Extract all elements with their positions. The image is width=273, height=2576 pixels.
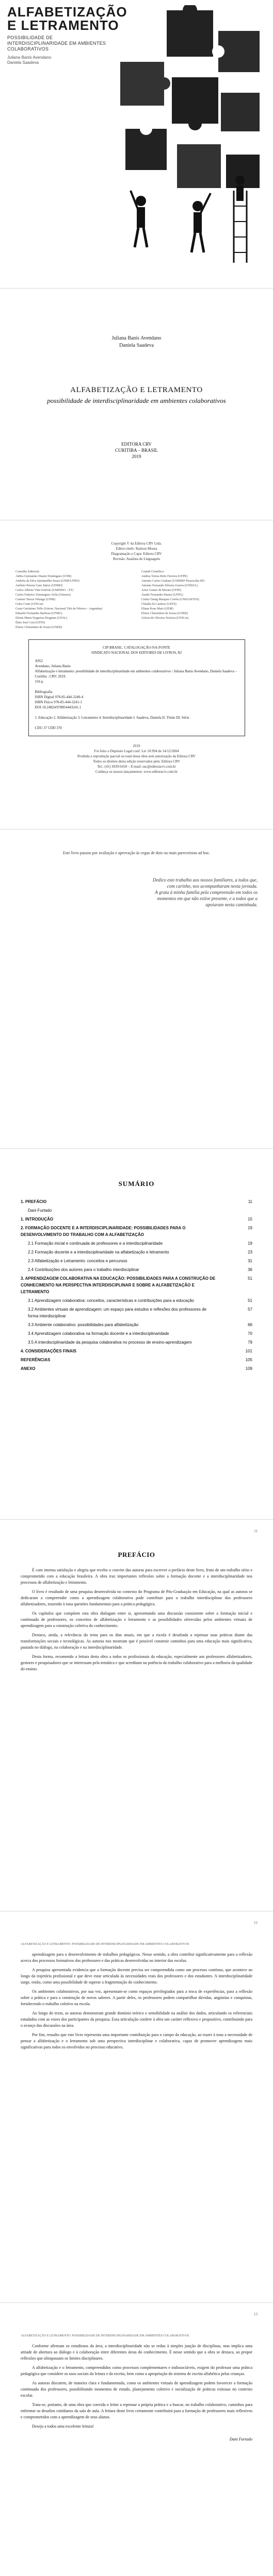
- paragraph: As autoras discutem, de maneira clara e fundamentada, como os ambientes virtuais de aprendizagem podem favorecer a formação continuada dos professores, possibilitando momentos de estudo, planejamento coletivo e socialização de práticas exitosas no contexto escolar.: [21, 2381, 252, 2398]
- toc-label: 3.4 Aprendizagem colaborativa na formação docente e a interdisciplinaridade: [28, 1331, 169, 1336]
- toc-label: 3.2 Ambientes virtuais de aprendizagem: um espaço para estudos e reflexões dos professores de forma interdisciplinar: [28, 1307, 206, 1318]
- toc-page: 57: [248, 1307, 252, 1312]
- toc-item[interactable]: [21, 1249, 252, 1256]
- cover-subtitle: POSSIBILIDADE DE INTERDISCIPLINARIDADE EM AMBIENTES COLABORATIVOS: [7, 35, 106, 52]
- toc-label: REFERÊNCIAS: [21, 1358, 51, 1362]
- person-body-2: [194, 212, 202, 233]
- person-body-3: [236, 185, 244, 201]
- dedication-page: [0, 829, 273, 1149]
- cover-title-line2: E LETRAMENTO: [7, 18, 119, 33]
- paragraph: Trata-se, portanto, de uma obra que convida o leitor a repensar a própria prática e a buscar, no trabalho colaborativo, caminhos para enfrentar os desafios cotidianos da sala de aula. A leitura deste livro certamente contribuirá para a formação de professores mais reflexivos e comprometidos com a aprendizagem de seus alunos.: [21, 2402, 252, 2419]
- toc-item[interactable]: [21, 1266, 252, 1273]
- toc-item[interactable]: [21, 1198, 252, 1205]
- puzzle-knob-3: [158, 77, 170, 90]
- toc-page: 19: [248, 1226, 252, 1230]
- puzzle-piece-5: [221, 93, 260, 131]
- summary-page: [0, 1149, 273, 1520]
- toc-label: 3. APRENDIZAGEM COLABORATIVA NA EDUCAÇÃO: POSSIBILIDADES PARA A CONSTRUÇÃO DE CONHECIMENTO NA PERSPECTIVA INTERDISCIPLINAR E SOBRE A ALFABETIZAÇÃO E LETRAMENTO: [21, 1276, 216, 1294]
- editorial-board-right: Comitê Científico: Andrea Tereza Brito Ferreira (UFPE) Antonio Carlos Giuliani (UNIMEP-Piracicaba-SP) Antonio Fernando Silveira Guerra (UNISUL) Artur Gomes de Morais (UFPE) Ataide Fernandes Ramos (UFPA) Cíntia Chung Marques Corrêa (UNISANTOS) Cláudia Sá Cardoso (UEFS) Eliane Rose Maio (UEM) Elizeu Clementino de Souza (UNEB) Gelson de Oliveira Teixeira (UFSCar): [141, 570, 205, 620]
- toc-page: 101: [245, 1349, 252, 1353]
- paragraph: Desta forma, recomendo a leitura desta obra a todos os profissionais da educação, especialmente aos professores alfabetizadores, gestores e pesquisadores que se interessam pela temática e que acreditam na potência do trabalho colaborativo para a melhoria da qualidade do ensino.: [21, 1654, 252, 1671]
- cip-body: A952 Avendano, Juliana Banis Alfabetização e letramento: possibilidade de interdisciplinaridade em ambientes colaborativos / Juliana Banis Avendano, Daniela Saadeva – Curitiba : CRV, 2019. 156 p. Bibliografia ISBN Digital 978-85-444-3240-4 ISBN Físico 978-85-444-3241-1 DOI 10.24824/978854443241.1 1. Educação 2. Alfabetização 3. Letramento 4. Interdisciplinaridade I. Saadeva, Daniela II. Título III. Série. CDU 37 CDD 370: [35, 659, 237, 730]
- title-page-subtitle: possibilidade de interdisciplinaridade em ambientes colaborativos: [47, 397, 226, 404]
- toc-label: 3.3 Ambiente colaborativo: possibilidades para alfabetização: [28, 1323, 139, 1327]
- text-page-2: [0, 2303, 273, 2576]
- text-page-1: [0, 1911, 273, 2303]
- puzzle-illustration-svg: [110, 5, 265, 273]
- toc-item[interactable]: [21, 1225, 252, 1238]
- title-page-authors: Juliana Banis Avendano Daniela Saadeva: [111, 335, 162, 348]
- toc-label: 2.1 Formação inicial e continuada de professores e a interdisciplinaridade: [28, 1241, 163, 1246]
- toc-page: 51: [248, 1298, 252, 1303]
- person-head-1: [136, 196, 146, 206]
- paragraph: Destaco, ainda, a relevância do tema para os dias atuais, em que a escola é desafiada a repensar suas práticas diante das transformações sociais e tecnológicas. As autoras nos mostram que é possível construir caminhos para uma educação mais significativa, pautada no diálogo, na colaboração e na interdisciplinaridade.: [21, 1633, 252, 1650]
- toc-page: 23: [248, 1250, 252, 1255]
- toc-label: 2.2 Formação docente e a interdisciplinaridade na alfabetização e letramento: [28, 1250, 169, 1255]
- editorial-board-left: Conselho Editorial: Aldira Guimarães Duarte Domínguez (UNB) Andréia da Silva Quintanilha Sousa (UNIR/UFRN) Antônio Pereira Gaio Júnior (UFRRJ) Carlos Alberto Vilar Estêvão (UMINHO – PT) Carlos Federico Dominguez Avila (Unieuro) Carmen Tereza Velanga (UNIR) Celso Conti (UFSCar) Cesar Gerónimo Tello (Univer. Nacional Três de Febrero – Argentina) Eduardo Fernandes Barbosa (UFMG) Elione Maria Nogueira Diogenes (UFAL) Élsio José Corá (UFFS) Elizeu Clementino de Souza (UNEB): [15, 570, 103, 629]
- toc-list: [21, 1198, 252, 1372]
- page-number: 13: [254, 2312, 258, 2316]
- person-leg-2b: [200, 233, 204, 252]
- paragraph: É com imensa satisfação e alegria que recebo o convite das autoras para escrever o prefácio deste livro, fruto de um trabalho sério e comprometido com a educação brasileira. A obra traz importantes reflexões sobre a formação docente e a interdisciplinaridade nos processos de alfabetização e letramento.: [21, 1568, 252, 1585]
- toc-item[interactable]: [21, 1357, 252, 1363]
- toc-label: 1. PREFÁCIO: [21, 1199, 47, 1204]
- editorial-board: [15, 570, 258, 630]
- toc-item[interactable]: [21, 1348, 252, 1354]
- toc-page: 105: [245, 1358, 252, 1362]
- toc-page: 36: [248, 1267, 252, 1272]
- copyright-footer: 2019 Foi feito o Depósito Legal conf. Lei 10.994 de 14/12/2004 Proibida a reprodução parcial ou total desta obra sem autorização da Editora CRV Todos os direitos desta edição reservados pela: Editora CRV Tel.: (41) 3039-6418 – E-mail: sac@editoracrv.com.br Conheça os nossos lançamentos: www.editoracrv.com.br: [77, 744, 196, 774]
- puzzle-piece-4: [172, 77, 218, 124]
- toc-item[interactable]: [21, 1330, 252, 1337]
- publisher-year: 2019: [132, 454, 141, 459]
- toc-label: ANEXO: [21, 1366, 36, 1371]
- page-number: 11: [254, 1529, 258, 1533]
- puzzle-knob-4: [188, 117, 202, 130]
- paragraph: Por fim, ressalto que este livro representa uma importante contribuição para o campo da educação, ao trazer à tona a necessidade de pensar a alfabetização e o letramento sob uma perspectiva interdisciplinar e colaborativa, capaz de promover aprendizagens mais significativas para todos os envolvidos no processo educativo.: [21, 2032, 252, 2049]
- peer-review-note: Este livro passou por avaliação e aprovação às cegas de dois ou mais pareceristas ad hoc.: [62, 851, 211, 855]
- dedication-text: Dedico este trabalho aos nossos familiares, a todos que, com carinho, nos acompanharam nesta jornada. A grata à minha família pela compreensão em todos os momentos em que não estive presente, e a todos que a apoiaram nesta caminhada.: [152, 877, 258, 907]
- toc-item[interactable]: [21, 1275, 252, 1295]
- preface-heading: PREFÁCIO: [118, 1551, 155, 1558]
- title-page-publisher: [15, 441, 258, 460]
- paragraph: O livro é resultado de uma pesquisa desenvolvida no contexto do Programa de Pós-Graduação em Educação, na qual as autoras se dedicaram a compreender como a aprendizagem colaborativa pode contribuir para o trabalho interdisciplinar dos professores alfabetizadores, trazendo à tona questões fundamentais para a prática pedagógica.: [21, 1589, 252, 1606]
- toc-label: 4. CONSIDERAÇÕES FINAIS: [21, 1349, 77, 1353]
- toc-label: Dani Furtado: [28, 1208, 52, 1213]
- toc-item[interactable]: [21, 1207, 252, 1214]
- cip-box: [28, 639, 245, 736]
- person-leg-1b: [143, 228, 147, 247]
- toc-page: 66: [248, 1323, 252, 1327]
- puzzle-hole-2: [212, 45, 224, 58]
- paragraph: Os ambientes colaborativos, por sua vez, apresentam-se como espaços privilegiados para a troca de experiências, para a reflexão sobre a prática e para a construção de novos saberes. A partir deles, os professores podem compartilhar dúvidas, angústias e conquistas, fortalecendo o trabalho coletivo na escola.: [21, 1989, 252, 2006]
- puzzle-people-illustration: [110, 5, 265, 273]
- cover-authors: Juliana Banis Avendano Daniela Saadeva: [7, 55, 52, 65]
- toc-item[interactable]: [21, 1297, 252, 1304]
- toc-page: 11: [248, 1199, 252, 1204]
- person-leg-1a: [135, 228, 138, 247]
- toc-item[interactable]: [21, 1240, 252, 1247]
- toc-page: [242, 1207, 252, 1214]
- title-page: [0, 289, 273, 520]
- publisher-city: CURITIBA – BRASIL: [115, 448, 158, 453]
- person-leg-2a: [191, 233, 195, 252]
- cip-heading: CIP-BRASIL. CATALOGAÇÃO-NA-FONTE SINDICATO NACIONAL DOS EDITORES DE LIVROS, RJ: [91, 646, 182, 655]
- toc-page: 51: [248, 1276, 252, 1281]
- puzzle-piece-7: [177, 144, 221, 188]
- copyright-page: [0, 520, 273, 829]
- toc-label: 2. FORMAÇÃO DOCENTE E A INTERDISCIPLINARIDADE: POSSIBILIDADES PARA O DESENVOLVIMENTO DO TRABALHO COM A ALFABETIZAÇÃO: [21, 1226, 186, 1237]
- paragraph: Ao longo do texto, as autoras demonstram grande domínio teórico e sensibilidade na análise dos dados, articulando os referenciais estudados com as vozes dos participantes da pesquisa. Essa articulação confere à obra um caráter reflexivo e propositivo, contribuindo para o avanço das discussões na área.: [21, 2011, 252, 2028]
- toc-item[interactable]: [21, 1339, 252, 1346]
- summary-heading: SUMÁRIO: [118, 1180, 155, 1188]
- cover-page: [0, 0, 273, 289]
- puzzle-piece-3: [120, 62, 164, 106]
- toc-page: 109: [245, 1366, 252, 1371]
- toc-label: 2.4 Contribuições dos autores para o trabalho interdisciplinar: [28, 1267, 139, 1272]
- person-head-3: [235, 176, 245, 185]
- puzzle-hole-6: [140, 123, 152, 135]
- toc-item[interactable]: [21, 1258, 252, 1264]
- toc-item[interactable]: [21, 1216, 252, 1223]
- cover-title-line1: ALFABETIZAÇÃO: [7, 4, 127, 20]
- paragraph: aprendizagem para o desenvolvimento de trabalhos pedagógicos. Nesse sentido, a obra contribui significativamente para a reflexão acerca dos processos formativos dos professores e das práticas desenvolvidas no interior das escolas.: [21, 1952, 252, 1963]
- paragraph: A pesquisa apresentada evidencia que a formação docente precisa ser compreendida como um processo contínuo, que acontece ao longo da trajetória profissional e que deve estar articulada às necessidades reais dos professores e dos estudantes. A interdisciplinaridade surge, então, como uma possibilidade de superar a fragmentação do conhecimento.: [21, 1968, 252, 1985]
- toc-page: 79: [248, 1340, 252, 1345]
- toc-label: 1. INTRODUÇÃO: [21, 1217, 54, 1222]
- toc-page: 15: [248, 1217, 252, 1222]
- signature: Dani Furtado: [229, 2437, 252, 2442]
- publisher-name: EDITORA CRV: [121, 442, 152, 447]
- paragraph: Conforme afirmam os estudiosos da área, a interdisciplinaridade não se reduz à simples junção de disciplinas, mas implica uma atitude de abertura ao diálogo e à colaboração entre diferentes áreas do conhecimento. É nesse sentido que a obra se destaca, ao propor reflexões que ultrapassam os limites disciplinares.: [21, 2344, 252, 2361]
- toc-label: 3.5 A interdisciplinaridade da pesquisa colaborativa no processo de ensino-aprendizagem: [28, 1340, 192, 1345]
- preface-page: [0, 1520, 273, 1911]
- toc-page: 19: [248, 1241, 252, 1246]
- paragraph: Desejo a todos uma excelente leitura!: [32, 2424, 94, 2429]
- toc-item[interactable]: [21, 1306, 252, 1319]
- toc-item[interactable]: [21, 1321, 252, 1328]
- running-header: ALFABETIZAÇÃO E LETRAMENTO: POSSIBILIDADE DE INTERDISCIPLINARIDADE EM AMBIENTES COLABORATIVOS: [21, 2334, 189, 2337]
- toc-page: 31: [248, 1259, 252, 1263]
- toc-label: 3.1 Aprendizagem colaborativa: conceitos, características e contribuições para a educação: [28, 1298, 194, 1303]
- paragraph: Os capítulos que compõem esta obra dialogam entre si, apresentando uma discussão consistente sobre a formação inicial e continuada de professores, os conceitos de alfabetização e letramento e as possibilidades oferecidas pelos ambientes virtuais de aprendizagem para a construção coletiva do conhecimento.: [21, 1611, 252, 1628]
- title-page-title: ALFABETIZAÇÃO E LETRAMENTO: [70, 386, 203, 394]
- paragraph: A alfabetização e o letramento, compreendidos como processos complementares e indissociáveis, exigem do professor uma prática pedagógica que considere os usos sociais da leitura e da escrita, bem como a apropriação do sistema de escrita alfabética pelas crianças.: [21, 2365, 252, 2376]
- toc-label: 2.3 Alfabetização e Letramento: conceitos e percursos: [28, 1259, 127, 1263]
- toc-item[interactable]: [21, 1365, 252, 1372]
- copyright-top: Copyright © da Editora CRV Ltda. Editor-chefe: Railson Moura Diagramação e Capa: Editora CRV Revisão: Analista de Linguagem: [111, 541, 162, 561]
- running-header: ALFABETIZAÇÃO E LETRAMENTO: POSSIBILIDADE DE INTERDISCIPLINARIDADE EM AMBIENTES COLABORATIVOS: [21, 1943, 189, 1946]
- page-number: 12: [254, 1921, 258, 1925]
- toc-page: 70: [248, 1331, 252, 1336]
